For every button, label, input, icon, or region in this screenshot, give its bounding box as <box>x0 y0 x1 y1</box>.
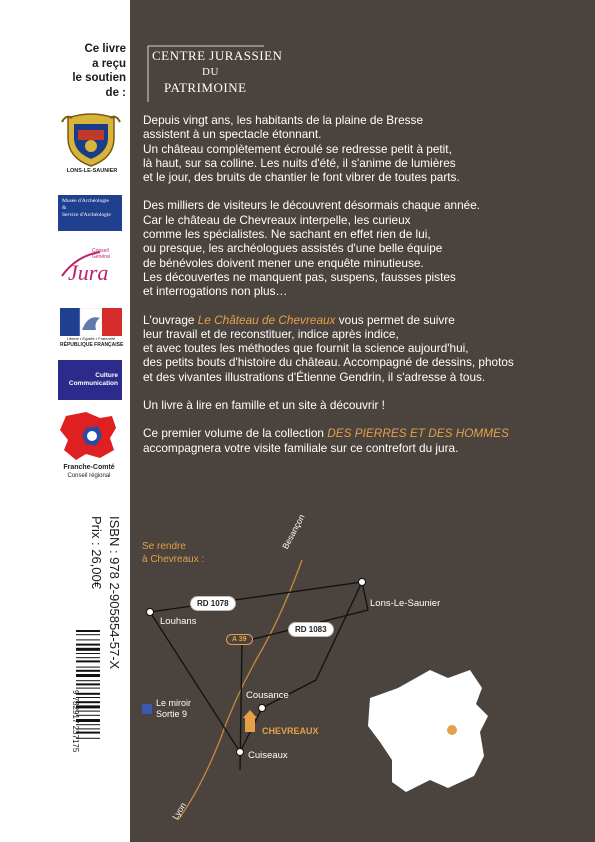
support-text <box>58 42 126 100</box>
publisher-name-line: CENTRE JURASSIEN <box>152 48 283 63</box>
text-line: et interrogations non plus… <box>143 284 288 299</box>
text-line: des petits bouts d'histoire du château. Accompagné de dessins, photos <box>143 355 514 370</box>
barcode-number: 9 782917 237175 <box>71 690 80 753</box>
coat-of-arms-icon <box>60 112 122 174</box>
text-line: ou presque, les archéologues assistés d'une belle équipe <box>143 241 443 256</box>
logo-text: Communication <box>68 380 118 387</box>
text-line: là haut, sur sa colline. Les nuits d'été, il s'anime de lumières <box>143 155 456 170</box>
logo-caption: RÉPUBLIQUE FRANÇAISE <box>60 342 124 348</box>
exit-label-line: Sortie 9 <box>156 709 188 719</box>
marianne-icon <box>60 308 122 350</box>
jura-logo-icon <box>56 246 122 290</box>
text-line <box>143 426 583 440</box>
town-cousance: Cousance <box>246 690 289 701</box>
text-line: Depuis vingt ans, les habitants de la plaine de Bresse <box>143 113 424 127</box>
text-line: accompagnera votre visite familiale sur ce contrefort du jura. <box>143 440 459 455</box>
town-lyon: Lyon <box>170 800 189 822</box>
logo-text: Conseil <box>92 248 109 254</box>
description-text <box>143 113 583 469</box>
text-line: Des milliers de visiteurs le découvrent désormais chaque année. <box>143 198 481 213</box>
town-besancon: Besançon <box>280 512 307 551</box>
text-line: et avec toutes les méthodes que fournit la science aujourd'hui, <box>143 341 469 356</box>
text-line: et le jour, des bruits de chantier le font vibrer de toutes parts. <box>143 170 460 185</box>
text-line: de bénévoles doivent mener une enquête minutieuse. <box>143 255 424 270</box>
text-run: Ce premier volume de la collection <box>143 426 328 441</box>
road-rd1083: RD 1083 <box>288 622 334 637</box>
text-line: Car le château de Chevreaux interpelle, les curieux <box>143 212 411 227</box>
paragraph <box>143 113 583 184</box>
text-run: L'ouvrage <box>143 312 198 327</box>
road-rd1078: RD 1078 <box>190 596 236 611</box>
culture-logo-icon <box>58 360 122 400</box>
text-line: assistent à un spectacle étonnant. <box>143 127 322 142</box>
text-line: Les découvertes ne manquent pas, suspens, fausses pistes <box>143 269 456 284</box>
text-line: comme les spécialistes. Ne sachant en effet rien de lui, <box>143 227 431 242</box>
town-chevreaux: CHEVREAUX <box>262 726 319 736</box>
support-line: le soutien <box>72 72 126 84</box>
logo-caption: Franche-Comté <box>63 464 115 471</box>
support-line: de : <box>105 86 126 99</box>
text-line: Un château complètement écroulé se redresse petit à petit, <box>143 141 452 156</box>
road-a39: A 39 <box>226 634 253 645</box>
paragraph <box>143 426 583 455</box>
franche-comte-map-icon <box>56 410 122 486</box>
museum-logo-icon <box>58 195 122 231</box>
logo-text: & <box>62 205 67 211</box>
text-run: vous permet de suivre <box>335 312 455 327</box>
text-line <box>143 313 583 327</box>
logo-caption: LONS-LE-SAUNIER <box>66 168 118 174</box>
collection-name: DES PIERRES ET DES HOMMES <box>327 426 509 441</box>
town-cuiseaux: Cuiseaux <box>248 750 288 761</box>
price-text: Prix : 26,00€ <box>89 516 104 589</box>
map-heading-line: à Chevreaux : <box>142 554 205 565</box>
paragraph <box>143 398 583 412</box>
exit-label-line: Le miroir <box>156 698 192 708</box>
logo-caption: Conseil régional <box>67 473 111 479</box>
map-heading-line: Se rendre <box>142 541 186 552</box>
publisher-name-line: DU <box>202 66 219 78</box>
town-lons-le-saunier: Lons-Le-Saunier <box>370 598 441 609</box>
logo-text: Musée d'Archéologie <box>62 198 109 204</box>
support-line: a reçu <box>92 57 126 70</box>
logo-text: Général <box>92 254 110 260</box>
logo-caption: Liberté • Égalité • Fraternité <box>66 336 116 341</box>
logo-text: Service d'Archéologie <box>62 212 111 218</box>
publisher-name-line: PATRIMOINE <box>164 80 247 95</box>
text-line: leur travail et de reconstituer, indice après indice, <box>143 326 399 341</box>
map-lines <box>130 520 595 842</box>
town-louhans: Louhans <box>160 616 197 627</box>
text-line: et des vivantes illustrations d'Étienne Gendrin, il s'adresse à tous. <box>143 369 486 384</box>
paragraph <box>143 313 583 384</box>
text-line: Un livre à lire en famille et un site à découvrir ! <box>143 398 385 413</box>
isbn-text: ISBN : 978 2-905854-57-X <box>107 516 122 670</box>
logo-text: Jura <box>68 260 109 285</box>
paragraph <box>143 198 583 298</box>
motorway-exit-label <box>156 698 191 720</box>
access-map <box>130 512 595 842</box>
logo-text: Culture <box>95 372 118 379</box>
support-line: Ce livre <box>84 43 126 55</box>
map-heading <box>142 540 204 566</box>
left-sidebar <box>0 0 130 842</box>
book-title: Le Château de Chevreaux <box>197 312 336 327</box>
